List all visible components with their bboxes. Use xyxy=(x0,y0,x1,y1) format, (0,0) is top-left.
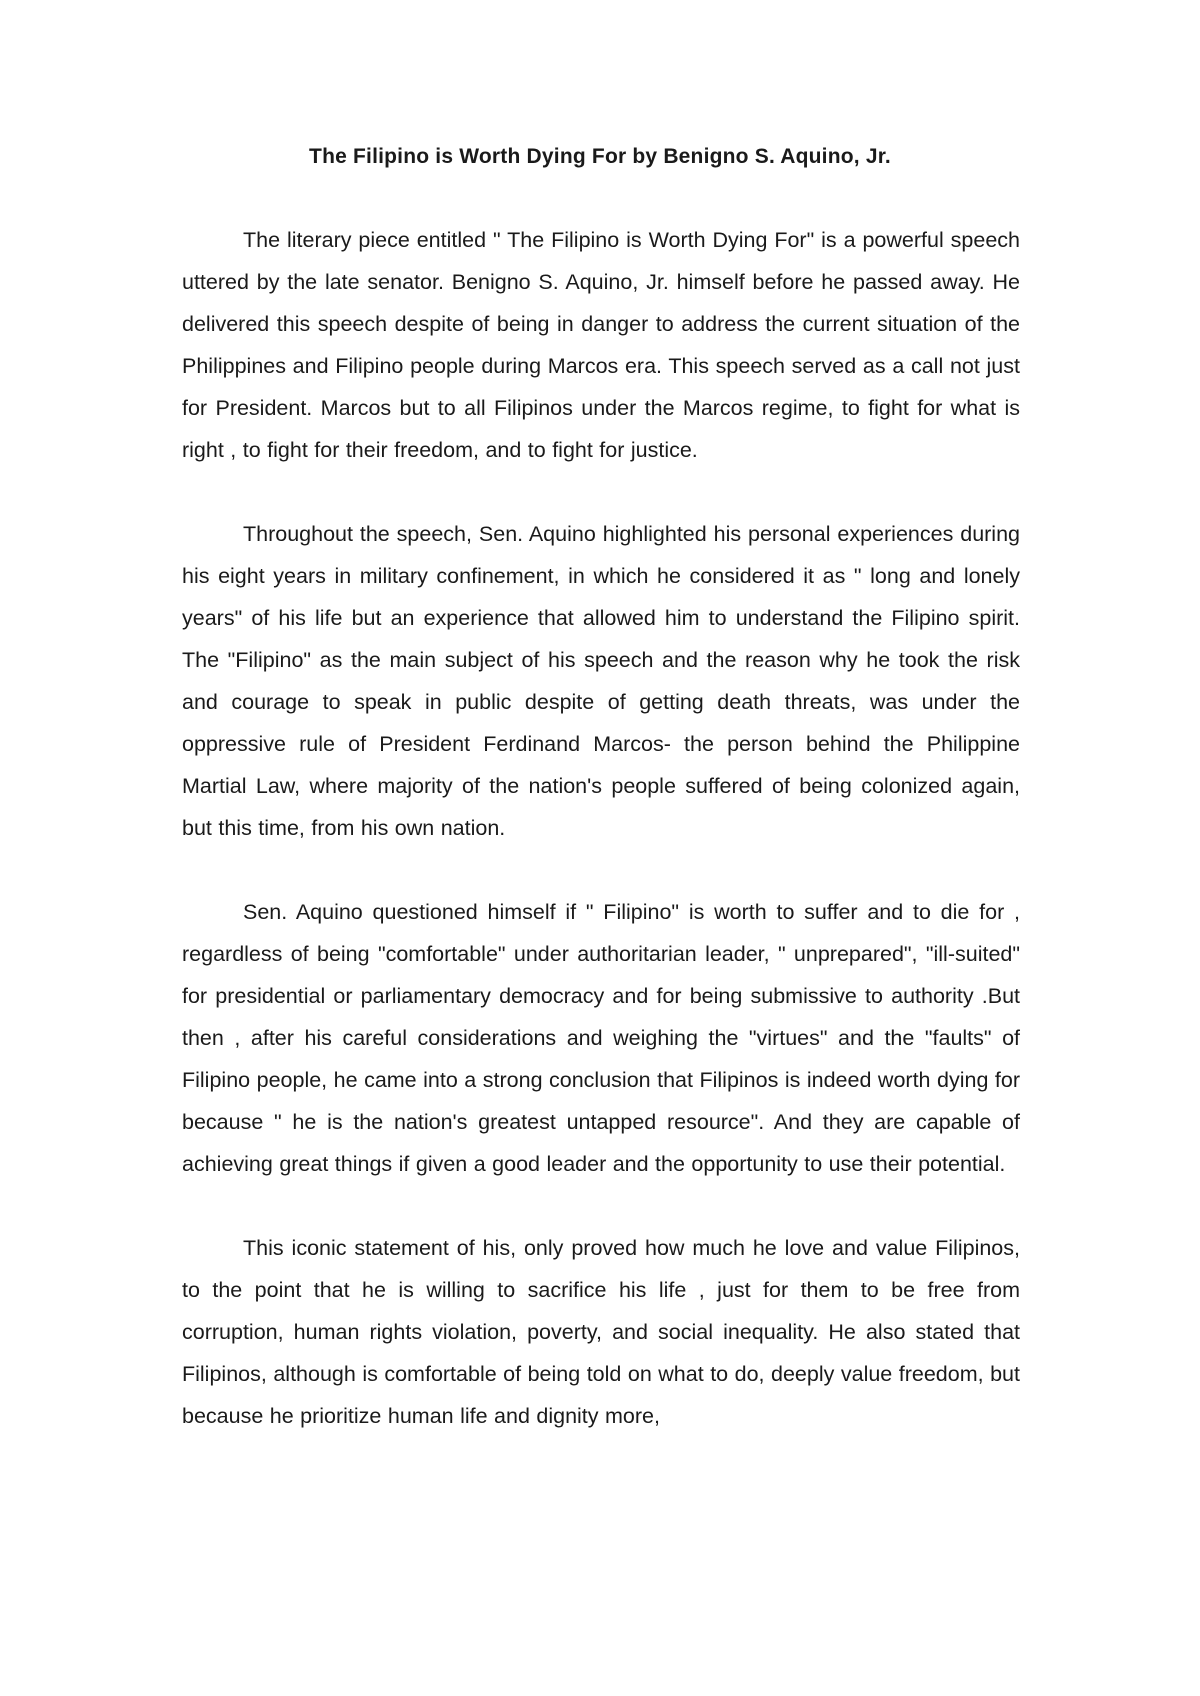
paragraph-3: Sen. Aquino questioned himself if " Filipino" is worth to suffer and to die for , regardless of being "comfortable" under authoritarian leader, " unprepared", "ill-suited" for presidential or parliamentary democracy and for being submissive to authority .But then , after his careful considerations and weighing the "virtues" and the "faults" of Filipino people, he came into a strong conclusion that Filipinos is indeed worth dying for because " he is the nation's greatest untapped resource". And they are capable of achieving great things if given a good leader and the opportunity to use their potential. xyxy=(182,900,1020,1176)
paragraph-2: Throughout the speech, Sen. Aquino highlighted his personal experiences during his eight years in military confinement, in which he considered it as " long and lonely years" of his life but an experience that allowed him to understand the Filipino spirit. The "Filipino" as the main subject of his speech and the reason why he took the risk and courage to speak in public despite of getting death threats, was under the oppressive rule of President Ferdinand Marcos- the person behind the Philippine Martial Law, where majority of the nation's people suffered of being colonized again, but this time, from his own nation. xyxy=(182,522,1020,840)
paragraph-4: This iconic statement of his, only proved how much he love and value Filipinos, to the point that he is willing to sacrifice his life , just for them to be free from corruption, human rights violation, poverty, and social inequality. He also stated that Filipinos, although is comfortable of being told on what to do, deeply value freedom, but because he prioritize human life and dignity more, xyxy=(182,1236,1020,1428)
document-title: The Filipino is Worth Dying For by Benigno S. Aquino, Jr. xyxy=(309,145,891,168)
document-body xyxy=(182,219,1020,1479)
paragraph-1: The literary piece entitled " The Filipino is Worth Dying For" is a powerful speech uttered by the late senator. Benigno S. Aquino, Jr. himself before he passed away. He delivered this speech despite of being in danger to address the current situation of the Philippines and Filipino people during Marcos era. This speech served as a call not just for President. Marcos but to all Filipinos under the Marcos regime, to fight for what is right , to fight for their freedom, and to fight for justice. xyxy=(182,228,1020,462)
